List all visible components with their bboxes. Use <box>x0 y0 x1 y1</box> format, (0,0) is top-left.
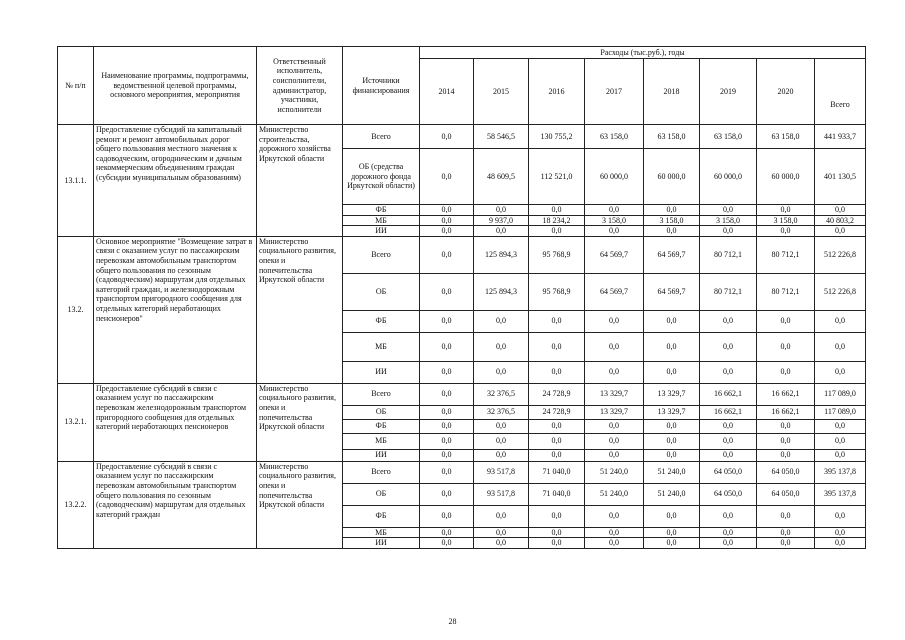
year-value-cell: 71 040,0 <box>529 461 585 483</box>
header-year: 2020 <box>757 59 815 125</box>
year-value-cell: 63 158,0 <box>644 125 700 149</box>
year-value-cell: 60 000,0 <box>757 149 815 205</box>
funding-source: МБ <box>343 433 420 449</box>
year-value-cell: 0,0 <box>700 226 757 237</box>
year-value-cell: 16 662,1 <box>700 405 757 419</box>
year-value-cell: 0,0 <box>644 449 700 461</box>
year-value-cell: 0,0 <box>529 205 585 216</box>
year-value-cell: 0,0 <box>420 449 474 461</box>
year-value-cell: 0,0 <box>757 205 815 216</box>
year-value-cell: 0,0 <box>474 433 529 449</box>
year-value-cell: 51 240,0 <box>585 461 644 483</box>
year-value-cell: 0,0 <box>585 332 644 361</box>
year-value-cell: 80 712,1 <box>700 273 757 310</box>
year-value-cell: 0,0 <box>757 433 815 449</box>
year-value-cell: 0,0 <box>585 419 644 433</box>
year-value-cell: 0,0 <box>529 361 585 383</box>
funding-source: Всего <box>343 461 420 483</box>
year-value-cell: 0,0 <box>644 205 700 216</box>
funding-source: ОБ <box>343 273 420 310</box>
total-value-cell: 0,0 <box>815 332 866 361</box>
year-value-cell: 0,0 <box>474 310 529 332</box>
funding-source: ФБ <box>343 419 420 433</box>
page-number: 28 <box>448 617 457 626</box>
year-value-cell: 51 240,0 <box>585 483 644 505</box>
year-value-cell: 125 894,3 <box>474 273 529 310</box>
year-value-cell: 63 158,0 <box>700 125 757 149</box>
year-value-cell: 0,0 <box>529 332 585 361</box>
year-value-cell: 0,0 <box>644 433 700 449</box>
year-value-cell: 64 050,0 <box>757 483 815 505</box>
year-value-cell: 0,0 <box>474 449 529 461</box>
header-name: Наименование программы, подпрограммы, ведомственной целевой программы, основного мероприятия, мероприятия <box>94 47 257 125</box>
funding-source: ОБ <box>343 483 420 505</box>
row-number: 13.2.1. <box>58 383 94 461</box>
year-value-cell: 63 158,0 <box>585 125 644 149</box>
year-value-cell: 64 569,7 <box>585 236 644 273</box>
funding-source: Всего <box>343 125 420 149</box>
year-value-cell: 32 376,5 <box>474 405 529 419</box>
year-value-cell: 0,0 <box>757 361 815 383</box>
measure-name: Предоставление субсидий на капитальный ремонт и ремонт автомобильных дорог общего пользования местного значения к садоводческим, огородническим и дачным некоммерческим объединениям граждан (субсидии муниципальным образованиям) <box>94 125 257 237</box>
year-value-cell: 3 158,0 <box>757 215 815 226</box>
year-value-cell: 0,0 <box>644 332 700 361</box>
year-value-cell: 80 712,1 <box>700 236 757 273</box>
funding-source: ФБ <box>343 310 420 332</box>
year-value-cell: 48 609,5 <box>474 149 529 205</box>
year-value-cell: 51 240,0 <box>644 461 700 483</box>
funding-source: Всего <box>343 236 420 273</box>
year-value-cell: 0,0 <box>420 538 474 549</box>
year-value-cell: 0,0 <box>757 449 815 461</box>
year-value-cell: 0,0 <box>529 505 585 527</box>
year-value-cell: 0,0 <box>700 449 757 461</box>
year-value-cell: 60 000,0 <box>700 149 757 205</box>
year-value-cell: 0,0 <box>644 505 700 527</box>
total-value-cell: 0,0 <box>815 226 866 237</box>
total-value-cell: 40 803,2 <box>815 215 866 226</box>
year-value-cell: 95 768,9 <box>529 273 585 310</box>
year-value-cell: 80 712,1 <box>757 273 815 310</box>
row-number: 13.2.2. <box>58 461 94 548</box>
table-row <box>58 383 866 405</box>
funding-source: ИИ <box>343 226 420 237</box>
funding-source: ИИ <box>343 361 420 383</box>
year-value-cell: 58 546,5 <box>474 125 529 149</box>
year-value-cell: 13 329,7 <box>644 405 700 419</box>
year-value-cell: 0,0 <box>420 236 474 273</box>
year-value-cell: 0,0 <box>757 310 815 332</box>
year-value-cell: 0,0 <box>585 527 644 538</box>
year-value-cell: 0,0 <box>529 419 585 433</box>
year-value-cell: 0,0 <box>757 419 815 433</box>
total-value-cell: 395 137,8 <box>815 483 866 505</box>
year-value-cell: 0,0 <box>585 449 644 461</box>
year-value-cell: 0,0 <box>420 433 474 449</box>
year-value-cell: 0,0 <box>700 433 757 449</box>
year-value-cell: 0,0 <box>585 505 644 527</box>
year-value-cell: 0,0 <box>700 527 757 538</box>
total-value-cell: 0,0 <box>815 419 866 433</box>
year-value-cell: 0,0 <box>529 310 585 332</box>
funding-source: МБ <box>343 527 420 538</box>
row-number: 13.1.1. <box>58 125 94 237</box>
year-value-cell: 16 662,1 <box>700 383 757 405</box>
year-value-cell: 0,0 <box>700 361 757 383</box>
year-value-cell: 0,0 <box>420 419 474 433</box>
year-value-cell: 64 050,0 <box>757 461 815 483</box>
year-value-cell: 95 768,9 <box>529 236 585 273</box>
year-value-cell: 0,0 <box>474 205 529 216</box>
year-value-cell: 64 050,0 <box>700 461 757 483</box>
funding-source: ОБ (средства дорожного фонда Иркутской области) <box>343 149 420 205</box>
funding-source: МБ <box>343 332 420 361</box>
measure-name: Предоставление субсидий в связи с оказанием услуг по пассажирским перевозкам железнодорожным транспортом пригородного сообщения для отдельных категорий неработающих пенсионеров <box>94 383 257 461</box>
year-value-cell: 0,0 <box>420 226 474 237</box>
year-value-cell: 0,0 <box>585 310 644 332</box>
header-year: 2015 <box>474 59 529 125</box>
year-value-cell: 80 712,1 <box>757 236 815 273</box>
table-body <box>58 125 866 549</box>
year-value-cell: 0,0 <box>585 205 644 216</box>
funding-source: ОБ <box>343 405 420 419</box>
year-value-cell: 0,0 <box>474 361 529 383</box>
header-responsible: Ответственный исполнитель, соисполнители, администратор, участники, исполнители <box>257 47 343 125</box>
year-value-cell: 0,0 <box>420 361 474 383</box>
year-value-cell: 13 329,7 <box>644 383 700 405</box>
year-value-cell: 13 329,7 <box>585 383 644 405</box>
measure-name: Основное мероприятие "Возмещение затрат в связи с оказанием услуг по пассажирским перевозкам автомобильным транспортом общего пользования по сезонным (садоводческим) маршрутам для отдельных категорий граждан, и железнодорожным транспортом пригородного сообщения для отдельных категорий неработающих пенсионеров" <box>94 236 257 383</box>
year-value-cell: 0,0 <box>420 483 474 505</box>
year-value-cell: 0,0 <box>529 226 585 237</box>
total-value-cell: 0,0 <box>815 205 866 216</box>
year-value-cell: 0,0 <box>420 149 474 205</box>
year-value-cell: 0,0 <box>644 527 700 538</box>
total-value-cell: 0,0 <box>815 449 866 461</box>
year-value-cell: 0,0 <box>420 383 474 405</box>
header-year: 2017 <box>585 59 644 125</box>
year-value-cell: 0,0 <box>757 332 815 361</box>
responsible-executor: Министерство строительства, дорожного хозяйства Иркутской области <box>257 125 343 237</box>
year-value-cell: 0,0 <box>644 419 700 433</box>
year-value-cell: 0,0 <box>474 505 529 527</box>
total-value-cell: 0,0 <box>815 527 866 538</box>
year-value-cell: 64 569,7 <box>585 273 644 310</box>
year-value-cell: 0,0 <box>585 433 644 449</box>
total-value-cell: 117 089,0 <box>815 405 866 419</box>
year-value-cell: 63 158,0 <box>757 125 815 149</box>
budget-table <box>57 46 866 549</box>
year-value-cell: 93 517,8 <box>474 461 529 483</box>
funding-source: ФБ <box>343 205 420 216</box>
year-value-cell: 0,0 <box>757 505 815 527</box>
year-value-cell: 0,0 <box>474 527 529 538</box>
table-row <box>58 236 866 273</box>
year-value-cell: 0,0 <box>420 405 474 419</box>
year-value-cell: 0,0 <box>644 310 700 332</box>
year-value-cell: 0,0 <box>420 273 474 310</box>
year-value-cell: 0,0 <box>529 527 585 538</box>
year-value-cell: 0,0 <box>420 215 474 226</box>
total-value-cell: 512 226,8 <box>815 236 866 273</box>
year-value-cell: 64 569,7 <box>644 236 700 273</box>
table-row <box>58 461 866 483</box>
year-value-cell: 0,0 <box>474 419 529 433</box>
total-value-cell: 0,0 <box>815 361 866 383</box>
header-total: Всего <box>815 59 866 125</box>
year-value-cell: 125 894,3 <box>474 236 529 273</box>
year-value-cell: 16 662,1 <box>757 405 815 419</box>
header-year: 2016 <box>529 59 585 125</box>
year-value-cell: 0,0 <box>474 332 529 361</box>
year-value-cell: 32 376,5 <box>474 383 529 405</box>
year-value-cell: 64 569,7 <box>644 273 700 310</box>
year-value-cell: 13 329,7 <box>585 405 644 419</box>
funding-source: ИИ <box>343 449 420 461</box>
year-value-cell: 0,0 <box>757 538 815 549</box>
table-row <box>58 125 866 149</box>
responsible-executor: Министерство социального развития, опеки и попечительства Иркутской области <box>257 236 343 383</box>
year-value-cell: 0,0 <box>585 361 644 383</box>
year-value-cell: 0,0 <box>420 125 474 149</box>
year-value-cell: 0,0 <box>700 310 757 332</box>
header-year: 2019 <box>700 59 757 125</box>
responsible-executor: Министерство социального развития, опеки и попечительства Иркутской области <box>257 383 343 461</box>
year-value-cell: 3 158,0 <box>700 215 757 226</box>
total-value-cell: 441 933,7 <box>815 125 866 149</box>
year-value-cell: 0,0 <box>529 433 585 449</box>
total-value-cell: 401 130,5 <box>815 149 866 205</box>
year-value-cell: 0,0 <box>585 538 644 549</box>
year-value-cell: 0,0 <box>700 419 757 433</box>
year-value-cell: 18 234,2 <box>529 215 585 226</box>
measure-name: Предоставление субсидий в связи с оказанием услуг по пассажирским перевозкам автомобильным транспортом общего пользования по сезонным (садоводческим) маршрутам для отдельных категорий граждан <box>94 461 257 548</box>
year-value-cell: 0,0 <box>420 461 474 483</box>
year-value-cell: 0,0 <box>420 310 474 332</box>
year-value-cell: 0,0 <box>757 226 815 237</box>
total-value-cell: 0,0 <box>815 310 866 332</box>
year-value-cell: 0,0 <box>420 527 474 538</box>
header-num: № п/п <box>58 47 94 125</box>
year-value-cell: 0,0 <box>644 226 700 237</box>
header-source: Источники финансирования <box>343 47 420 125</box>
funding-source: МБ <box>343 215 420 226</box>
year-value-cell: 0,0 <box>644 361 700 383</box>
year-value-cell: 9 937,0 <box>474 215 529 226</box>
year-value-cell: 71 040,0 <box>529 483 585 505</box>
year-value-cell: 0,0 <box>420 505 474 527</box>
header-year: 2018 <box>644 59 700 125</box>
year-value-cell: 0,0 <box>700 332 757 361</box>
year-value-cell: 64 050,0 <box>700 483 757 505</box>
funding-source: ФБ <box>343 505 420 527</box>
year-value-cell: 0,0 <box>700 538 757 549</box>
year-value-cell: 0,0 <box>474 538 529 549</box>
total-value-cell: 0,0 <box>815 433 866 449</box>
header-year: 2014 <box>420 59 474 125</box>
total-value-cell: 395 137,8 <box>815 461 866 483</box>
header-expenses: Расходы (тыс.руб.), годы <box>420 47 866 59</box>
year-value-cell: 51 240,0 <box>644 483 700 505</box>
year-value-cell: 0,0 <box>420 332 474 361</box>
total-value-cell: 117 089,0 <box>815 383 866 405</box>
total-value-cell: 0,0 <box>815 538 866 549</box>
year-value-cell: 0,0 <box>420 205 474 216</box>
total-value-cell: 512 226,8 <box>815 273 866 310</box>
year-value-cell: 0,0 <box>700 205 757 216</box>
year-value-cell: 0,0 <box>474 226 529 237</box>
year-value-cell: 60 000,0 <box>585 149 644 205</box>
year-value-cell: 0,0 <box>585 226 644 237</box>
year-value-cell: 16 662,1 <box>757 383 815 405</box>
total-value-cell: 0,0 <box>815 505 866 527</box>
row-number: 13.2. <box>58 236 94 383</box>
year-value-cell: 112 521,0 <box>529 149 585 205</box>
year-value-cell: 24 728,9 <box>529 405 585 419</box>
year-value-cell: 130 755,2 <box>529 125 585 149</box>
year-value-cell: 93 517,8 <box>474 483 529 505</box>
year-value-cell: 0,0 <box>529 538 585 549</box>
year-value-cell: 3 158,0 <box>644 215 700 226</box>
year-value-cell: 0,0 <box>644 538 700 549</box>
funding-source: ИИ <box>343 538 420 549</box>
responsible-executor: Министерство социального развития, опеки и попечительства Иркутской области <box>257 461 343 548</box>
year-value-cell: 3 158,0 <box>585 215 644 226</box>
year-value-cell: 24 728,9 <box>529 383 585 405</box>
year-value-cell: 0,0 <box>757 527 815 538</box>
year-value-cell: 60 000,0 <box>644 149 700 205</box>
year-value-cell: 0,0 <box>700 505 757 527</box>
year-value-cell: 0,0 <box>529 449 585 461</box>
funding-source: Всего <box>343 383 420 405</box>
